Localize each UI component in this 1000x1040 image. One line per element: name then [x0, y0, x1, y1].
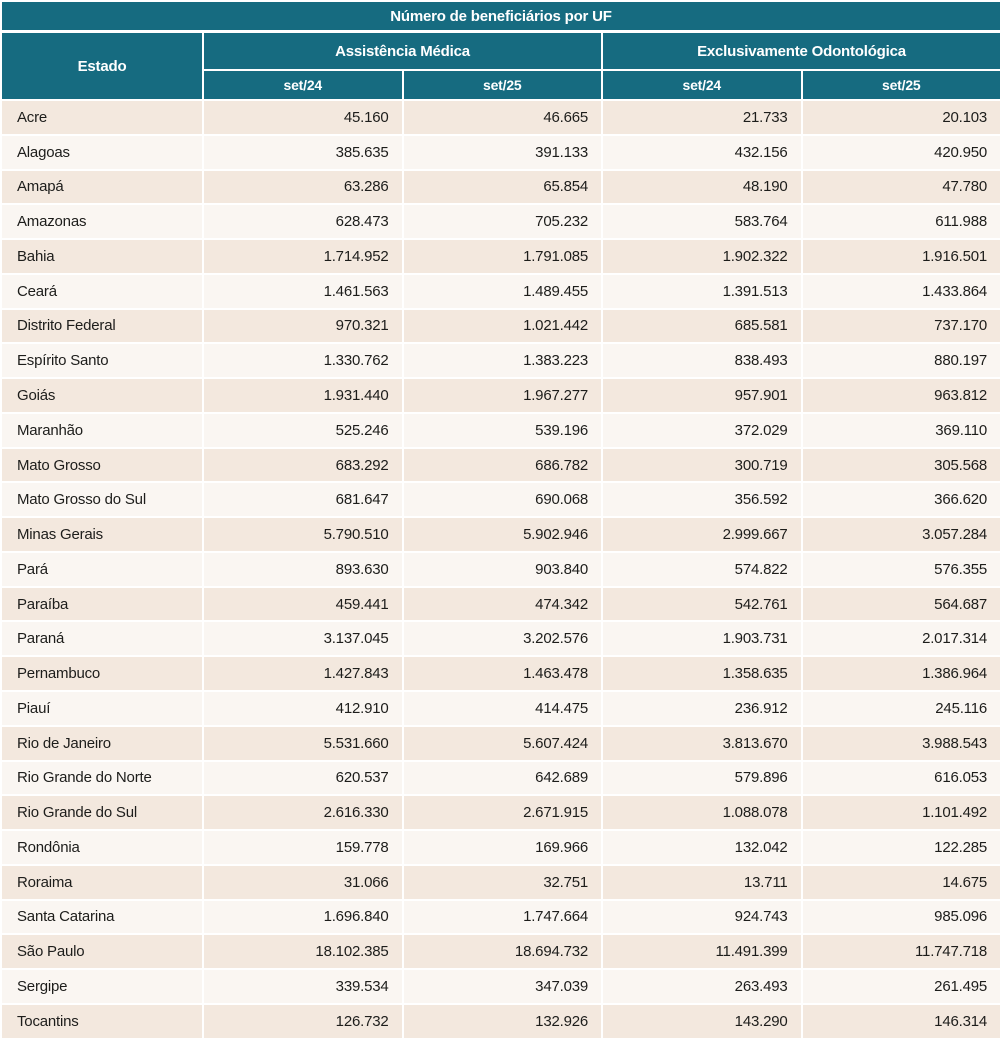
- state-cell: Espírito Santo: [1, 343, 203, 378]
- table-row: [1, 517, 1000, 552]
- table-row: [1, 309, 1000, 344]
- state-cell: Distrito Federal: [1, 309, 203, 344]
- state-cell: Ceará: [1, 274, 203, 309]
- value-cell: 1.903.731: [602, 621, 802, 656]
- state-cell: Mato Grosso: [1, 448, 203, 483]
- state-cell: Rondônia: [1, 830, 203, 865]
- table-row: [1, 448, 1000, 483]
- value-cell: 3.057.284: [802, 517, 1000, 552]
- value-cell: 126.732: [203, 1004, 403, 1039]
- value-cell: 1.696.840: [203, 900, 403, 935]
- value-cell: 169.966: [403, 830, 603, 865]
- value-cell: 985.096: [802, 900, 1000, 935]
- table-row: [1, 274, 1000, 309]
- value-cell: 20.103: [802, 100, 1000, 135]
- value-cell: 1.330.762: [203, 343, 403, 378]
- table-row: [1, 482, 1000, 517]
- value-cell: 261.495: [802, 969, 1000, 1004]
- value-cell: 1.747.664: [403, 900, 603, 935]
- value-cell: 838.493: [602, 343, 802, 378]
- value-cell: 372.029: [602, 413, 802, 448]
- value-cell: 2.999.667: [602, 517, 802, 552]
- state-cell: Amapá: [1, 170, 203, 205]
- value-cell: 432.156: [602, 135, 802, 170]
- state-cell: Minas Gerais: [1, 517, 203, 552]
- value-cell: 685.581: [602, 309, 802, 344]
- value-cell: 1.967.277: [403, 378, 603, 413]
- state-cell: Paraíba: [1, 587, 203, 622]
- value-cell: 539.196: [403, 413, 603, 448]
- value-cell: 1.931.440: [203, 378, 403, 413]
- value-cell: 143.290: [602, 1004, 802, 1039]
- value-cell: 683.292: [203, 448, 403, 483]
- state-cell: Pará: [1, 552, 203, 587]
- state-cell: São Paulo: [1, 934, 203, 969]
- value-cell: 369.110: [802, 413, 1000, 448]
- value-cell: 1.489.455: [403, 274, 603, 309]
- value-cell: 11.747.718: [802, 934, 1000, 969]
- value-cell: 1.714.952: [203, 239, 403, 274]
- value-cell: 1.358.635: [602, 656, 802, 691]
- table-row: [1, 726, 1000, 761]
- value-cell: 474.342: [403, 587, 603, 622]
- value-cell: 47.780: [802, 170, 1000, 205]
- value-cell: 63.286: [203, 170, 403, 205]
- value-cell: 5.607.424: [403, 726, 603, 761]
- value-cell: 893.630: [203, 552, 403, 587]
- value-cell: 420.950: [802, 135, 1000, 170]
- value-cell: 690.068: [403, 482, 603, 517]
- table-row: [1, 1004, 1000, 1039]
- state-cell: Maranhão: [1, 413, 203, 448]
- value-cell: 32.751: [403, 865, 603, 900]
- state-cell: Amazonas: [1, 204, 203, 239]
- table-row: [1, 413, 1000, 448]
- value-cell: 5.790.510: [203, 517, 403, 552]
- value-cell: 1.021.442: [403, 309, 603, 344]
- state-cell: Sergipe: [1, 969, 203, 1004]
- table-title-row: [1, 1, 1000, 32]
- subheader-am-set25: set/25: [403, 70, 603, 100]
- value-cell: 970.321: [203, 309, 403, 344]
- value-cell: 1.791.085: [403, 239, 603, 274]
- value-cell: 5.531.660: [203, 726, 403, 761]
- value-cell: 611.988: [802, 204, 1000, 239]
- table-row: [1, 587, 1000, 622]
- value-cell: 2.017.314: [802, 621, 1000, 656]
- state-cell: Mato Grosso do Sul: [1, 482, 203, 517]
- value-cell: 1.427.843: [203, 656, 403, 691]
- value-cell: 1.433.864: [802, 274, 1000, 309]
- table-row: [1, 761, 1000, 796]
- value-cell: 45.160: [203, 100, 403, 135]
- value-cell: 963.812: [802, 378, 1000, 413]
- value-cell: 1.463.478: [403, 656, 603, 691]
- value-cell: 579.896: [602, 761, 802, 796]
- value-cell: 3.988.543: [802, 726, 1000, 761]
- value-cell: 412.910: [203, 691, 403, 726]
- table-title: Número de beneficiários por UF: [1, 1, 1000, 32]
- table-row: [1, 969, 1000, 1004]
- value-cell: 3.202.576: [403, 621, 603, 656]
- value-cell: 31.066: [203, 865, 403, 900]
- value-cell: 1.088.078: [602, 795, 802, 830]
- value-cell: 574.822: [602, 552, 802, 587]
- table-row: [1, 795, 1000, 830]
- value-cell: 305.568: [802, 448, 1000, 483]
- table-row: [1, 656, 1000, 691]
- column-group-assistencia-medica: Assistência Médica: [203, 32, 602, 71]
- value-cell: 1.386.964: [802, 656, 1000, 691]
- state-cell: Rio Grande do Norte: [1, 761, 203, 796]
- subheader-eo-set24: set/24: [602, 70, 802, 100]
- state-cell: Rio de Janeiro: [1, 726, 203, 761]
- value-cell: 14.675: [802, 865, 1000, 900]
- value-cell: 1.461.563: [203, 274, 403, 309]
- value-cell: 3.813.670: [602, 726, 802, 761]
- value-cell: 1.902.322: [602, 239, 802, 274]
- value-cell: 339.534: [203, 969, 403, 1004]
- table-body: [1, 100, 1000, 1039]
- state-cell: Rio Grande do Sul: [1, 795, 203, 830]
- state-cell: Goiás: [1, 378, 203, 413]
- table-row: [1, 691, 1000, 726]
- value-cell: 18.694.732: [403, 934, 603, 969]
- value-cell: 924.743: [602, 900, 802, 935]
- value-cell: 1.916.501: [802, 239, 1000, 274]
- value-cell: 880.197: [802, 343, 1000, 378]
- subheader-am-set24: set/24: [203, 70, 403, 100]
- value-cell: 642.689: [403, 761, 603, 796]
- table-row: [1, 934, 1000, 969]
- value-cell: 525.246: [203, 413, 403, 448]
- value-cell: 347.039: [403, 969, 603, 1004]
- value-cell: 356.592: [602, 482, 802, 517]
- value-cell: 159.778: [203, 830, 403, 865]
- value-cell: 705.232: [403, 204, 603, 239]
- state-cell: Tocantins: [1, 1004, 203, 1039]
- state-cell: Alagoas: [1, 135, 203, 170]
- value-cell: 46.665: [403, 100, 603, 135]
- value-cell: 2.616.330: [203, 795, 403, 830]
- value-cell: 681.647: [203, 482, 403, 517]
- value-cell: 583.764: [602, 204, 802, 239]
- table-row: [1, 830, 1000, 865]
- column-group-exclusivamente-odontologica: Exclusivamente Odontológica: [602, 32, 1000, 71]
- value-cell: 263.493: [602, 969, 802, 1004]
- value-cell: 459.441: [203, 587, 403, 622]
- value-cell: 366.620: [802, 482, 1000, 517]
- value-cell: 11.491.399: [602, 934, 802, 969]
- value-cell: 21.733: [602, 100, 802, 135]
- value-cell: 1.391.513: [602, 274, 802, 309]
- value-cell: 564.687: [802, 587, 1000, 622]
- value-cell: 132.042: [602, 830, 802, 865]
- table-row: [1, 343, 1000, 378]
- value-cell: 13.711: [602, 865, 802, 900]
- value-cell: 686.782: [403, 448, 603, 483]
- table-row: [1, 378, 1000, 413]
- value-cell: 620.537: [203, 761, 403, 796]
- value-cell: 65.854: [403, 170, 603, 205]
- table-row: [1, 170, 1000, 205]
- value-cell: 628.473: [203, 204, 403, 239]
- value-cell: 5.902.946: [403, 517, 603, 552]
- table-row: [1, 239, 1000, 274]
- table-row: [1, 865, 1000, 900]
- state-cell: Roraima: [1, 865, 203, 900]
- column-header-estado: Estado: [1, 32, 203, 101]
- table-row: [1, 621, 1000, 656]
- value-cell: 146.314: [802, 1004, 1000, 1039]
- state-cell: Santa Catarina: [1, 900, 203, 935]
- value-cell: 616.053: [802, 761, 1000, 796]
- value-cell: 132.926: [403, 1004, 603, 1039]
- value-cell: 391.133: [403, 135, 603, 170]
- value-cell: 3.137.045: [203, 621, 403, 656]
- state-cell: Bahia: [1, 239, 203, 274]
- table-row: [1, 204, 1000, 239]
- state-cell: Acre: [1, 100, 203, 135]
- value-cell: 18.102.385: [203, 934, 403, 969]
- value-cell: 245.116: [802, 691, 1000, 726]
- value-cell: 48.190: [602, 170, 802, 205]
- value-cell: 957.901: [602, 378, 802, 413]
- value-cell: 1.383.223: [403, 343, 603, 378]
- table-row: [1, 900, 1000, 935]
- value-cell: 903.840: [403, 552, 603, 587]
- value-cell: 385.635: [203, 135, 403, 170]
- state-cell: Pernambuco: [1, 656, 203, 691]
- value-cell: 300.719: [602, 448, 802, 483]
- value-cell: 236.912: [602, 691, 802, 726]
- table-row: [1, 135, 1000, 170]
- value-cell: 122.285: [802, 830, 1000, 865]
- state-cell: Piauí: [1, 691, 203, 726]
- value-cell: 576.355: [802, 552, 1000, 587]
- value-cell: 737.170: [802, 309, 1000, 344]
- subheader-eo-set25: set/25: [802, 70, 1000, 100]
- table-row: [1, 100, 1000, 135]
- value-cell: 542.761: [602, 587, 802, 622]
- value-cell: 2.671.915: [403, 795, 603, 830]
- value-cell: 1.101.492: [802, 795, 1000, 830]
- value-cell: 414.475: [403, 691, 603, 726]
- state-cell: Paraná: [1, 621, 203, 656]
- table-row: [1, 552, 1000, 587]
- column-group-header-row: [1, 32, 1000, 71]
